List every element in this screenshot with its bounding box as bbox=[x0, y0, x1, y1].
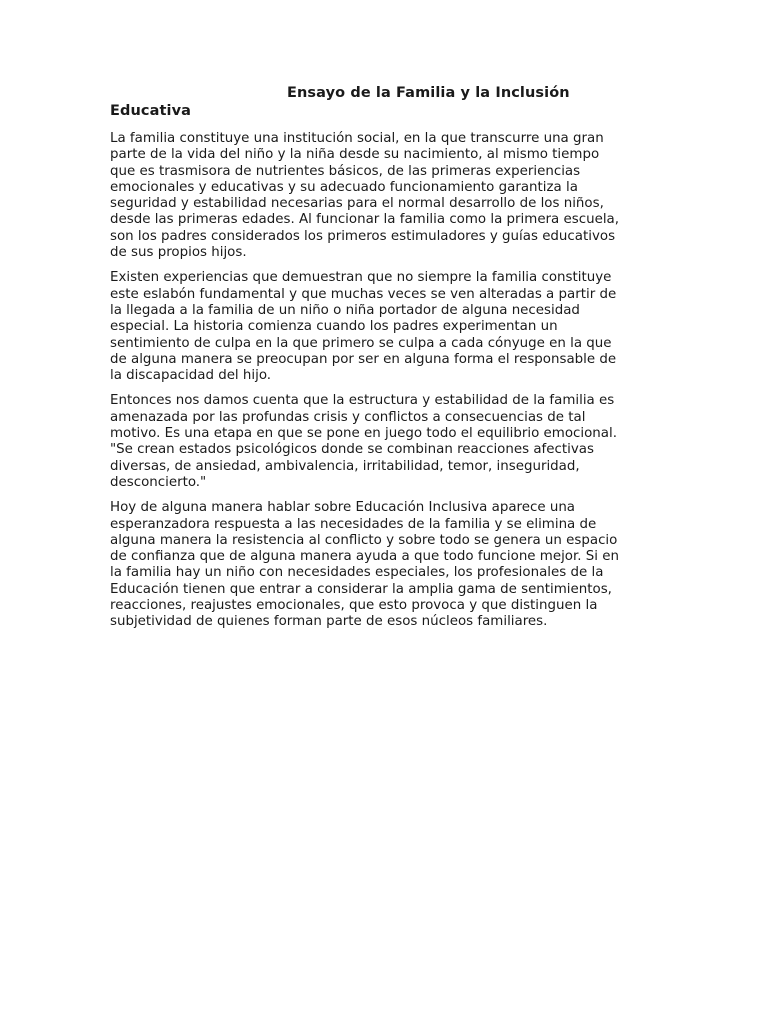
document-title: Ensayo de la Familia y la Inclusión Educativa bbox=[110, 85, 570, 119]
document-body bbox=[110, 84, 650, 640]
paragraph-3: Entonces nos damos cuenta que la estructura y estabilidad de la familia es amenazada por las profundas crisis y conflictos a consecuencias de tal motivo. Es una etapa en que se pone en juego todo el equilibrio emocional. "Se crean estados psicológicos donde se combinan reacciones afectivas diversas, de ansiedad, ambivalencia, irritabilidad, temor, inseguridad, desconcierto." bbox=[110, 393, 617, 490]
paragraph-2: Existen experiencias que demuestran que no siempre la familia constituye este eslabón fundamental y que muchas veces se ven alteradas a partir de la llegada a la familia de un niño o niña portador de alguna necesidad especial. La historia comienza cuando los padres experimentan un sentimiento de culpa en la que primero se culpa a cada cónyuge en la que de alguna manera se preocupan por ser en alguna forma el responsable de la discapacidad del hijo. bbox=[110, 270, 617, 384]
paragraph-1: La familia constituye una institución social, en la que transcurre una gran parte de la vida del niño y la niña desde su nacimiento, al mismo tiempo que es trasmisora de nutrientes básicos, de las primeras experiencias emocionales y educativas y su adecuado funcionamiento garantiza la seguridad y estabilidad necesarias para el normal desarrollo de los niños, desde las primeras edades. Al funcionar la familia como la primera escuela, son los padres considerados los primeros estimuladores y guías educativos de sus propios hijos. bbox=[110, 131, 620, 261]
paragraph-4: Hoy de alguna manera hablar sobre Educación Inclusiva aparece una esperanzadora respuesta a las necesidades de la familia y se elimina de alguna manera la resistencia al conflicto y sobre todo se genera un espacio de confianza que de alguna manera ayuda a que todo funcione mejor. Si en la familia hay un niño con necesidades especiales, los profesionales de la Educación tienen que entrar a considerar la amplia gama de sentimientos, reacciones, reajustes emocionales, que esto provoca y que distinguen la subjetividad de quienes forman parte de esos núcleos familiares. bbox=[110, 500, 619, 630]
